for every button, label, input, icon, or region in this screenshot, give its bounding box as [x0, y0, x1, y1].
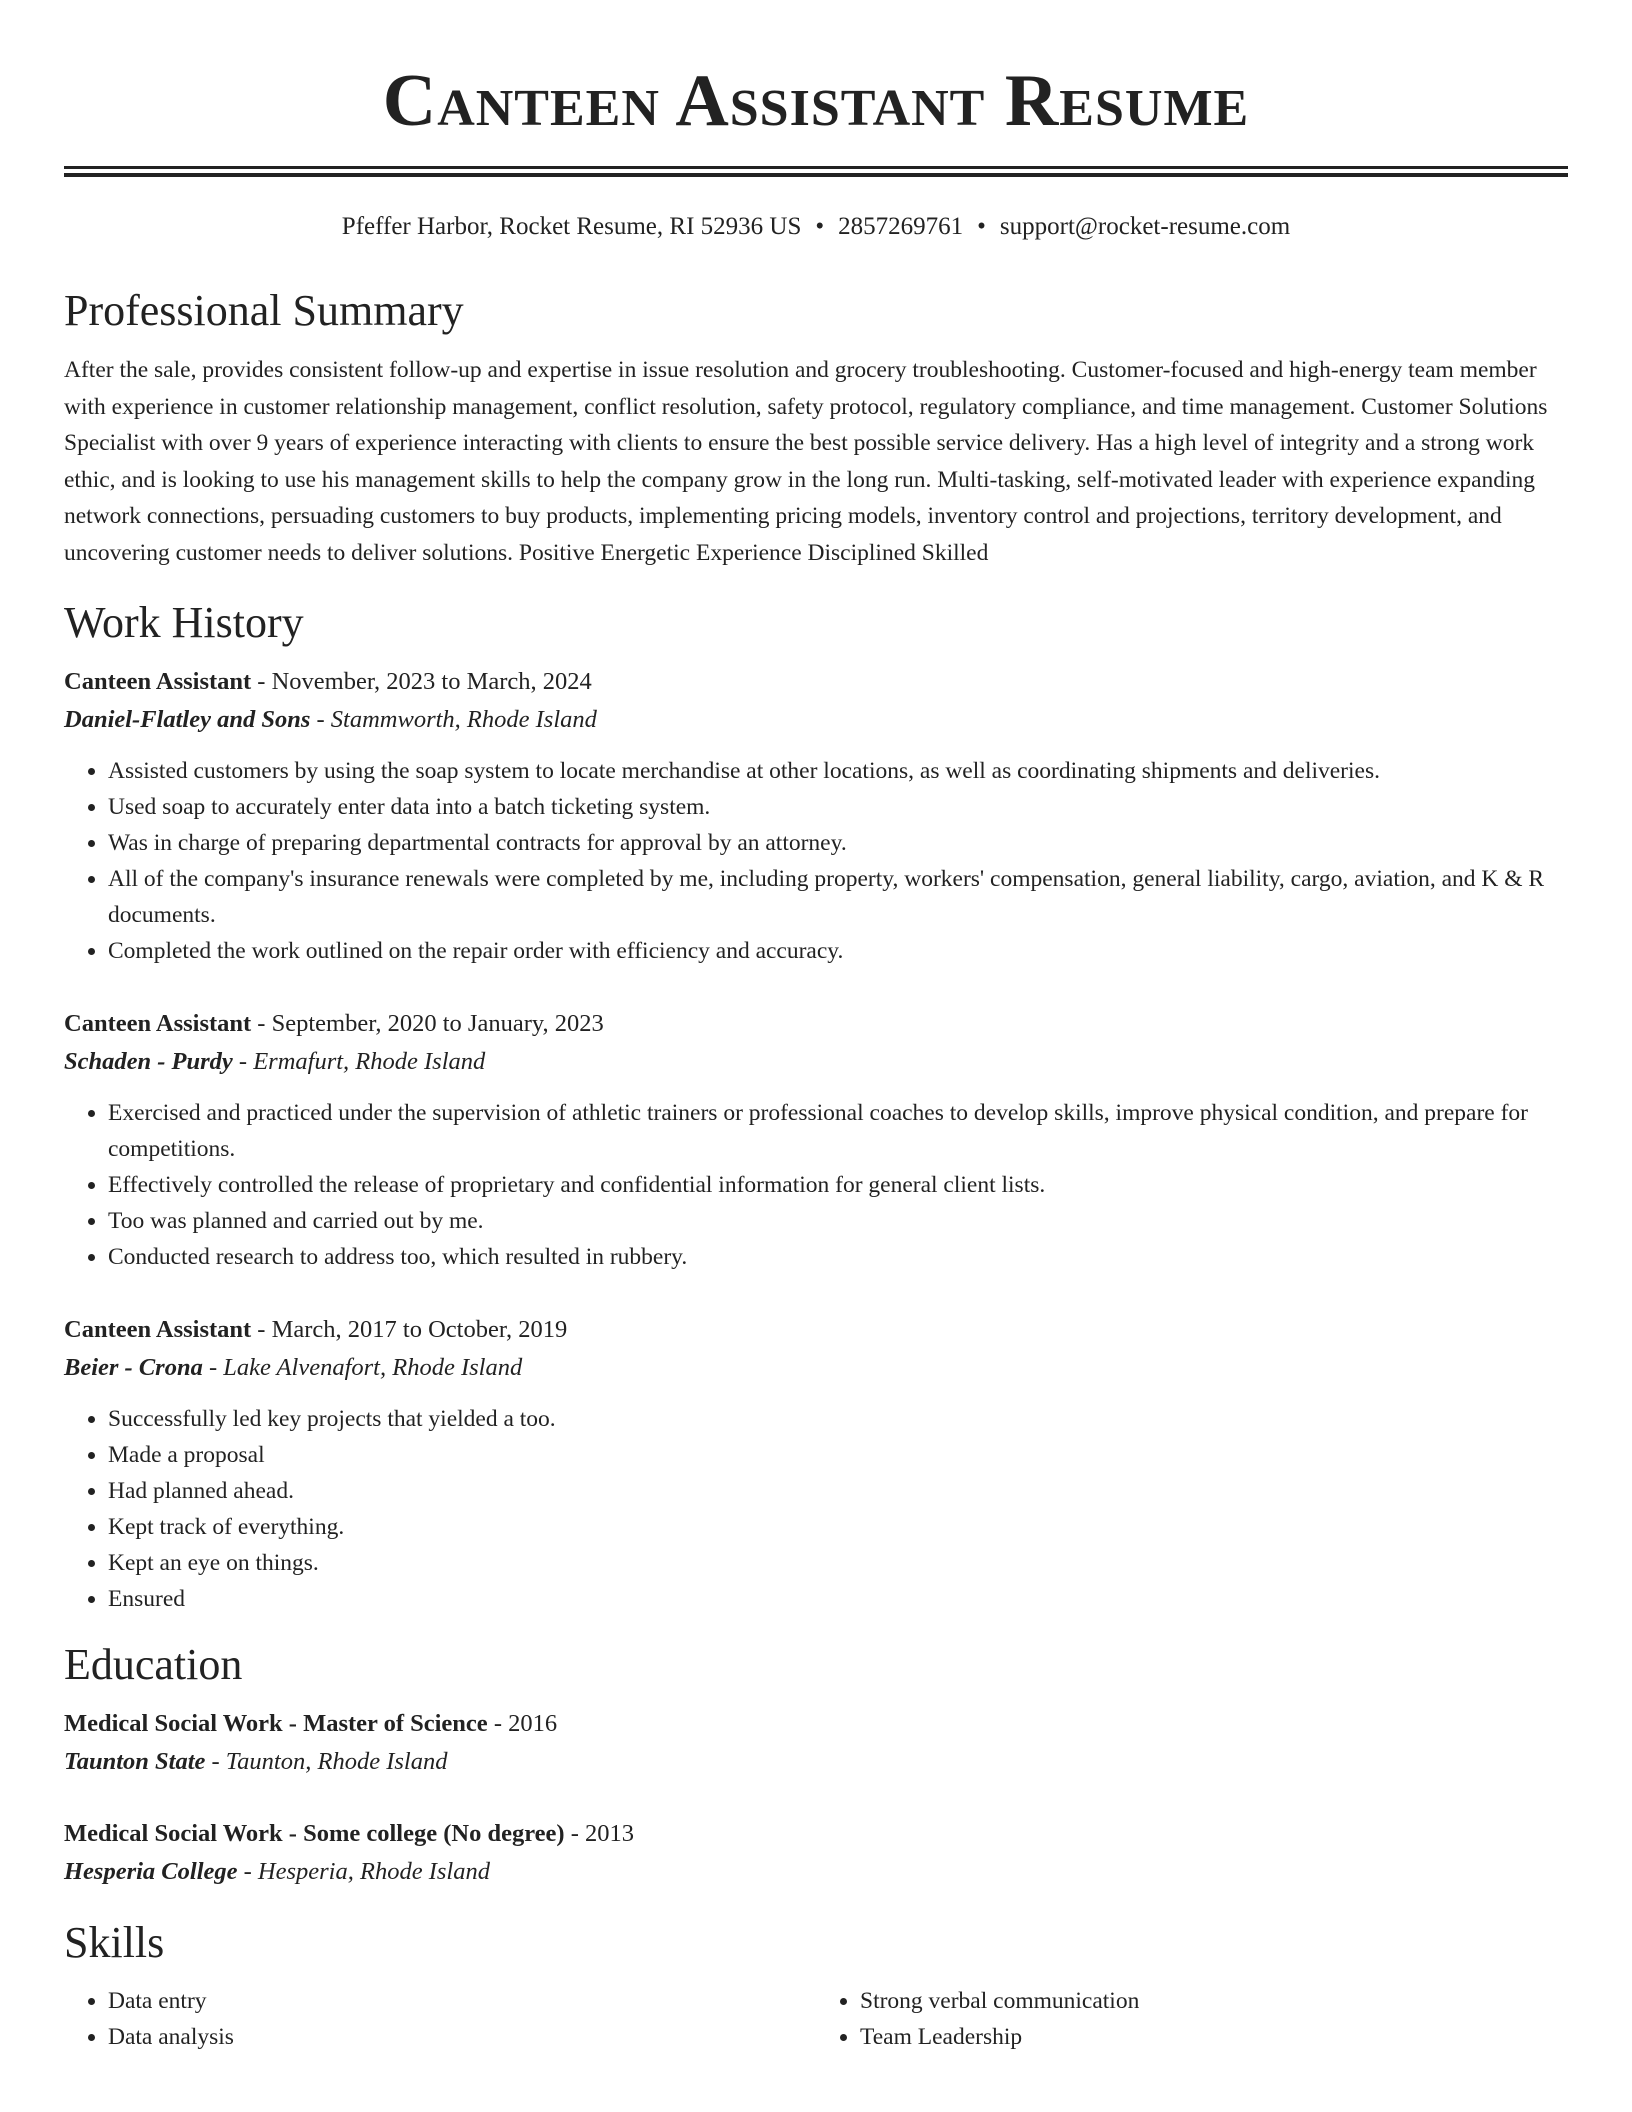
job-bullets [64, 1401, 1568, 1617]
job-location: - Ermafurt, Rhode Island [238, 1048, 486, 1075]
education-school: Taunton State [64, 1748, 206, 1775]
job-company-line [64, 1349, 1568, 1387]
job-entry [64, 663, 1568, 969]
job-title-line [64, 1311, 1568, 1349]
education-school-line [64, 1853, 1568, 1891]
contact-separator: • [815, 213, 825, 240]
job-bullet: • Assisted customers by using the soap system to locate merchandise at other locations, as well as coordinating shipments and deliveries. [108, 753, 1568, 789]
contact-separator: • [977, 213, 986, 240]
education-entry [64, 1815, 1568, 1891]
job-bullet: • Used soap to accurately enter data into a batch ticketing system. [108, 789, 1568, 825]
summary-text: After the sale, provides consistent follow-up and expertise in issue resolution and grocery troubleshooting. Customer-focused and high-energy team member with experience in customer relationship management, conflict resolution, safety protocol, regulatory compliance, and time management. Customer Solutions Specialist with over 9 years of experience interacting with clients to ensure the best possible service delivery. Has a high level of integrity and a strong work ethic, and is looking to use his management skills to help the company grow in the long run. Multi-tasking, self-motivated leader with experience expanding network connections, persuading customers to buy products, implementing pricing models, inventory control and projections, territory development, and uncovering customer needs to deliver solutions. Positive Energetic Experience Disciplined Skilled [64, 357, 1548, 566]
section-title-skills: Skills [64, 1918, 165, 1967]
contact-address: Pfeffer Harbor, Rocket Resume, RI 52936 US [341, 213, 802, 240]
job-dates: - March, 2017 to October, 2019 [257, 1316, 568, 1343]
job-company: Schaden - Purdy [64, 1048, 233, 1075]
job-bullet: • Had planned ahead. [108, 1473, 1568, 1509]
job-bullet: • Effectively controlled the release of proprietary and confidential information for general client lists. [108, 1167, 1568, 1203]
job-bullets [64, 753, 1568, 969]
job-bullet: • Kept an eye on things. [108, 1545, 1568, 1581]
section-title-education: Education [64, 1640, 243, 1689]
job-bullet: • Kept track of everything. [108, 1509, 1568, 1545]
job-entry [64, 1311, 1568, 1617]
education-location: - Hesperia, Rhode Island [243, 1858, 490, 1885]
education-degree: Medical Social Work - Some college (No degree) [64, 1820, 565, 1847]
contact-line [64, 211, 1568, 243]
education-school-line [64, 1743, 1568, 1781]
job-company-line [64, 1043, 1568, 1081]
skills-column-right [816, 1983, 1568, 2055]
education-degree: Medical Social Work - Master of Science [64, 1710, 488, 1737]
resume-title: Canteen Assistant Resume [382, 60, 1250, 142]
section-title-work-history: Work History [64, 598, 304, 647]
education-year: - 2016 [493, 1710, 558, 1737]
education-year: - 2013 [570, 1820, 634, 1847]
education-location: - Taunton, Rhode Island [211, 1748, 448, 1775]
job-entry [64, 1005, 1568, 1275]
contact-email: support@rocket-resume.com [999, 213, 1291, 240]
job-company: Daniel-Flatley and Sons [64, 706, 311, 733]
header-rule-bottom [64, 173, 1568, 177]
contact-phone: 2857269761 [838, 213, 964, 240]
job-company-line [64, 701, 1568, 739]
job-location: - Lake Alvenafort, Rhode Island [208, 1354, 523, 1381]
job-bullet: • Successfully led key projects that yielded a too. [108, 1401, 1568, 1437]
skill-item: • Data entry [108, 1983, 816, 2019]
job-bullet: • Was in charge of preparing departmental contracts for approval by an attorney. [108, 825, 1568, 861]
skills-grid [64, 1983, 1568, 2055]
job-dates: - September, 2020 to January, 2023 [257, 1010, 604, 1037]
job-title-line [64, 1005, 1568, 1043]
job-bullet: • Too was planned and carried out by me. [108, 1203, 1568, 1239]
skill-item: • Data analysis [108, 2019, 816, 2055]
skills-column-left [64, 1983, 816, 2055]
education-degree-line [64, 1815, 1568, 1853]
education-school: Hesperia College [64, 1858, 238, 1885]
job-bullet: • Completed the work outlined on the repair order with efficiency and accuracy. [108, 933, 1568, 969]
job-role: Canteen Assistant [64, 668, 252, 695]
skill-item: • Strong verbal communication [860, 1983, 1568, 2019]
job-title-line [64, 663, 1568, 701]
section-title-summary: Professional Summary [64, 286, 464, 335]
job-bullet: • Made a proposal [108, 1437, 1568, 1473]
job-bullet: • Ensured [108, 1581, 1568, 1617]
job-role: Canteen Assistant [64, 1316, 252, 1343]
job-bullet: • Exercised and practiced under the supervision of athletic trainers or professional coaches to develop skills, improve physical condition, and prepare for competitions. [108, 1095, 1568, 1167]
job-company: Beier - Crona [64, 1354, 203, 1381]
job-dates: - November, 2023 to March, 2024 [257, 668, 592, 695]
education-entry [64, 1705, 1568, 1781]
skill-item: • Team Leadership [860, 2019, 1568, 2055]
job-bullet: • All of the company's insurance renewals were completed by me, including property, workers' compensation, general liability, cargo, aviation, and K & R documents. [108, 861, 1568, 933]
header-rule-top [64, 166, 1568, 169]
job-bullet: • Conducted research to address too, which resulted in rubbery. [108, 1239, 1568, 1275]
job-role: Canteen Assistant [64, 1010, 252, 1037]
job-bullets [64, 1095, 1568, 1275]
education-degree-line [64, 1705, 1568, 1743]
job-location: - Stammworth, Rhode Island [316, 706, 597, 733]
